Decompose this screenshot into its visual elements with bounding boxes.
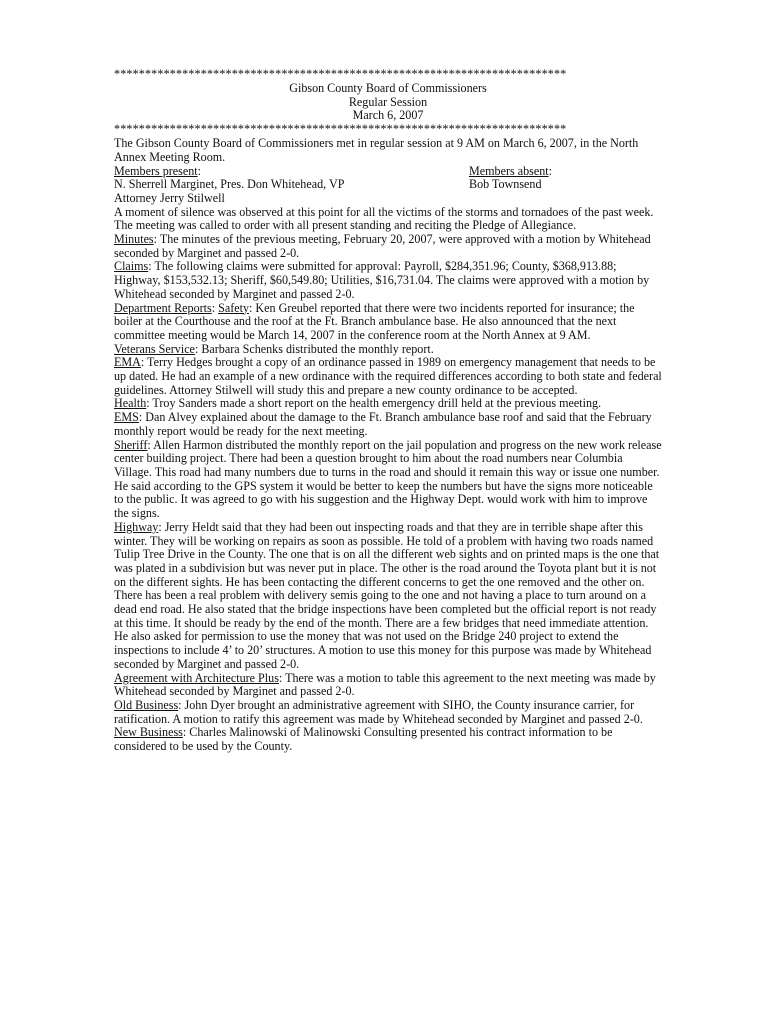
sheriff-heading: Sheriff bbox=[114, 437, 148, 452]
members-heading-row bbox=[114, 165, 662, 179]
agreement-heading: Agreement with Architecture Plus bbox=[114, 670, 279, 685]
ems-paragraph: EMS: Dan Alvey explained about the damage to the Ft. Branch ambulance base roof and said that the February monthly report would be ready for the next meeting. bbox=[114, 410, 652, 438]
attorney-line: Attorney Jerry Stilwell bbox=[114, 190, 225, 205]
header-session-type: Regular Session bbox=[348, 94, 428, 109]
minutes-paragraph: Minutes: The minutes of the previous meeting, February 20, 2007, were approved with a motion by Whitehead seconded by Marginet and passed 2-0. bbox=[114, 232, 651, 260]
header-board-name: Gibson County Board of Commissioners bbox=[289, 81, 487, 95]
health-paragraph: Health: Troy Sanders made a short report on the health emergency drill held at the previous meeting. bbox=[114, 396, 602, 411]
sheriff-paragraph: Sheriff: Allen Harmon distributed the monthly report on the jail population and progress on the new work release center building project. There had been a question brought to him about the road numbers near Columbia Village. This road had many numbers due to turns in the road and should it remain this way or issue one number. He said according to the GPS system it would be better to keep the numbers but have the signs more noticeable to the public. It was agreed to go with his suggestion and the Highway Dept. would work with him to improve the signs. bbox=[114, 437, 662, 521]
top-star-divider: ************************************************************************* bbox=[114, 68, 567, 81]
veterans-service-heading: Veterans Service bbox=[114, 341, 195, 356]
moment-of-silence-paragraph: A moment of silence was observed at this point for all the victims of the storms and tornadoes of the past week. bbox=[114, 204, 654, 219]
new-business-heading: New Business bbox=[114, 725, 183, 740]
members-present-heading: Members present: bbox=[114, 163, 201, 178]
old-business-paragraph: Old Business: John Dyer brought an administrative agreement with SIHO, the County insurance carrier, for ratification. A motion to ratify this agreement was made by Whitehead seconded by Marginet and passed 2-0. bbox=[114, 697, 643, 726]
claims-paragraph: Claims: The following claims were submitted for approval: Payroll, $284,351.96; County, $368,913.88; Highway, $153,532.13; Sheriff, $60,549.80; Utilities, $16,731.04. The claims were approved with a motion by Whitehead seconded by Marginet and passed 2-0. bbox=[114, 259, 650, 301]
health-heading: Health bbox=[114, 396, 147, 411]
department-reports-paragraph: Department Reports: Safety: Ken Greubel reported that there were two incidents reported for insurance; the boiler at the Courthouse and the roof at the Ft. Branch ambulance base. He also announced that the next committee meeting would be March 14, 2007 in the conference room at the North Annex at 9 AM. bbox=[114, 300, 635, 342]
department-reports-heading: Department Reports bbox=[114, 300, 212, 315]
agreement-paragraph: Agreement with Architecture Plus: There was a motion to table this agreement to the next meeting was made by Whitehead seconded by Marginet and passed 2-0. bbox=[114, 670, 656, 699]
intro-paragraph: The Gibson County Board of Commissioners met in regular session at 9 AM on March 6, 2007, in the North Annex Meeting Room. bbox=[114, 136, 639, 164]
members-names-row bbox=[114, 178, 662, 192]
highway-paragraph: Highway: Jerry Heldt said that they had been out inspecting roads and that they are in terrible shape after this winter. They will be working on repairs as soon as possible. He told of a problem with having two roads named Tulip Tree Drive in the County. The one that is on all the different web sights and on printed maps is the one that was plated in a subdivision but was never put in place. The other is the road around the Toyota plant but it is not on the different sights. He has been contacting the different concerns to get the one removed and the other on. There has been a real problem with delivery semis going to the one and not having a place to turn around on a dead end road. He also stated that the bridge inspections have been completed but the official report is not ready at this time. It should be ready by the end of the month. There are a few bridges that need immediate attention. He also asked for permission to use the money that was not used on the Bridge 240 project to extend the inspections to include 4’ to 20’ structures. A motion to use this money for this purpose was made by Whitehead seconded by Marginet and passed 2-0. bbox=[114, 519, 660, 671]
bottom-star-divider: ************************************************************************* bbox=[114, 123, 567, 137]
members-absent-heading: Members absent: bbox=[469, 163, 552, 178]
document-page bbox=[114, 68, 662, 754]
minutes-heading: Minutes bbox=[114, 232, 154, 247]
call-to-order-paragraph: The meeting was called to order with all present standing and reciting the Pledge of Allegiance. bbox=[114, 218, 577, 233]
ema-heading: EMA bbox=[114, 355, 141, 370]
ems-heading: EMS bbox=[114, 410, 139, 425]
members-present-label: Members present bbox=[114, 163, 198, 178]
ema-paragraph: EMA: Terry Hedges brought a copy of an ordinance passed in 1989 on emergency management that needs to be up dated. He had an example of a new ordinance with the required differences according to both state and federal guidelines. Attorney Stilwell will study this and prepare a new county ordinance to be accepted. bbox=[114, 355, 662, 397]
members-present-names: N. Sherrell Marginet, Pres. Don Whitehead, VP bbox=[114, 177, 345, 192]
new-business-paragraph: New Business: Charles Malinowski of Malinowski Consulting presented his contract information to be considered to be used by the County. bbox=[114, 725, 613, 754]
safety-heading: Safety bbox=[218, 300, 250, 315]
highway-heading: Highway bbox=[114, 519, 159, 534]
header-date: March 6, 2007 bbox=[352, 108, 424, 123]
old-business-heading: Old Business bbox=[114, 697, 179, 712]
claims-heading: Claims bbox=[114, 259, 149, 274]
veterans-service-paragraph: Veterans Service: Barbara Schenks distributed the monthly report. bbox=[114, 341, 434, 356]
members-absent-names: Bob Townsend bbox=[469, 177, 542, 192]
members-absent-label: Members absent bbox=[469, 163, 549, 178]
